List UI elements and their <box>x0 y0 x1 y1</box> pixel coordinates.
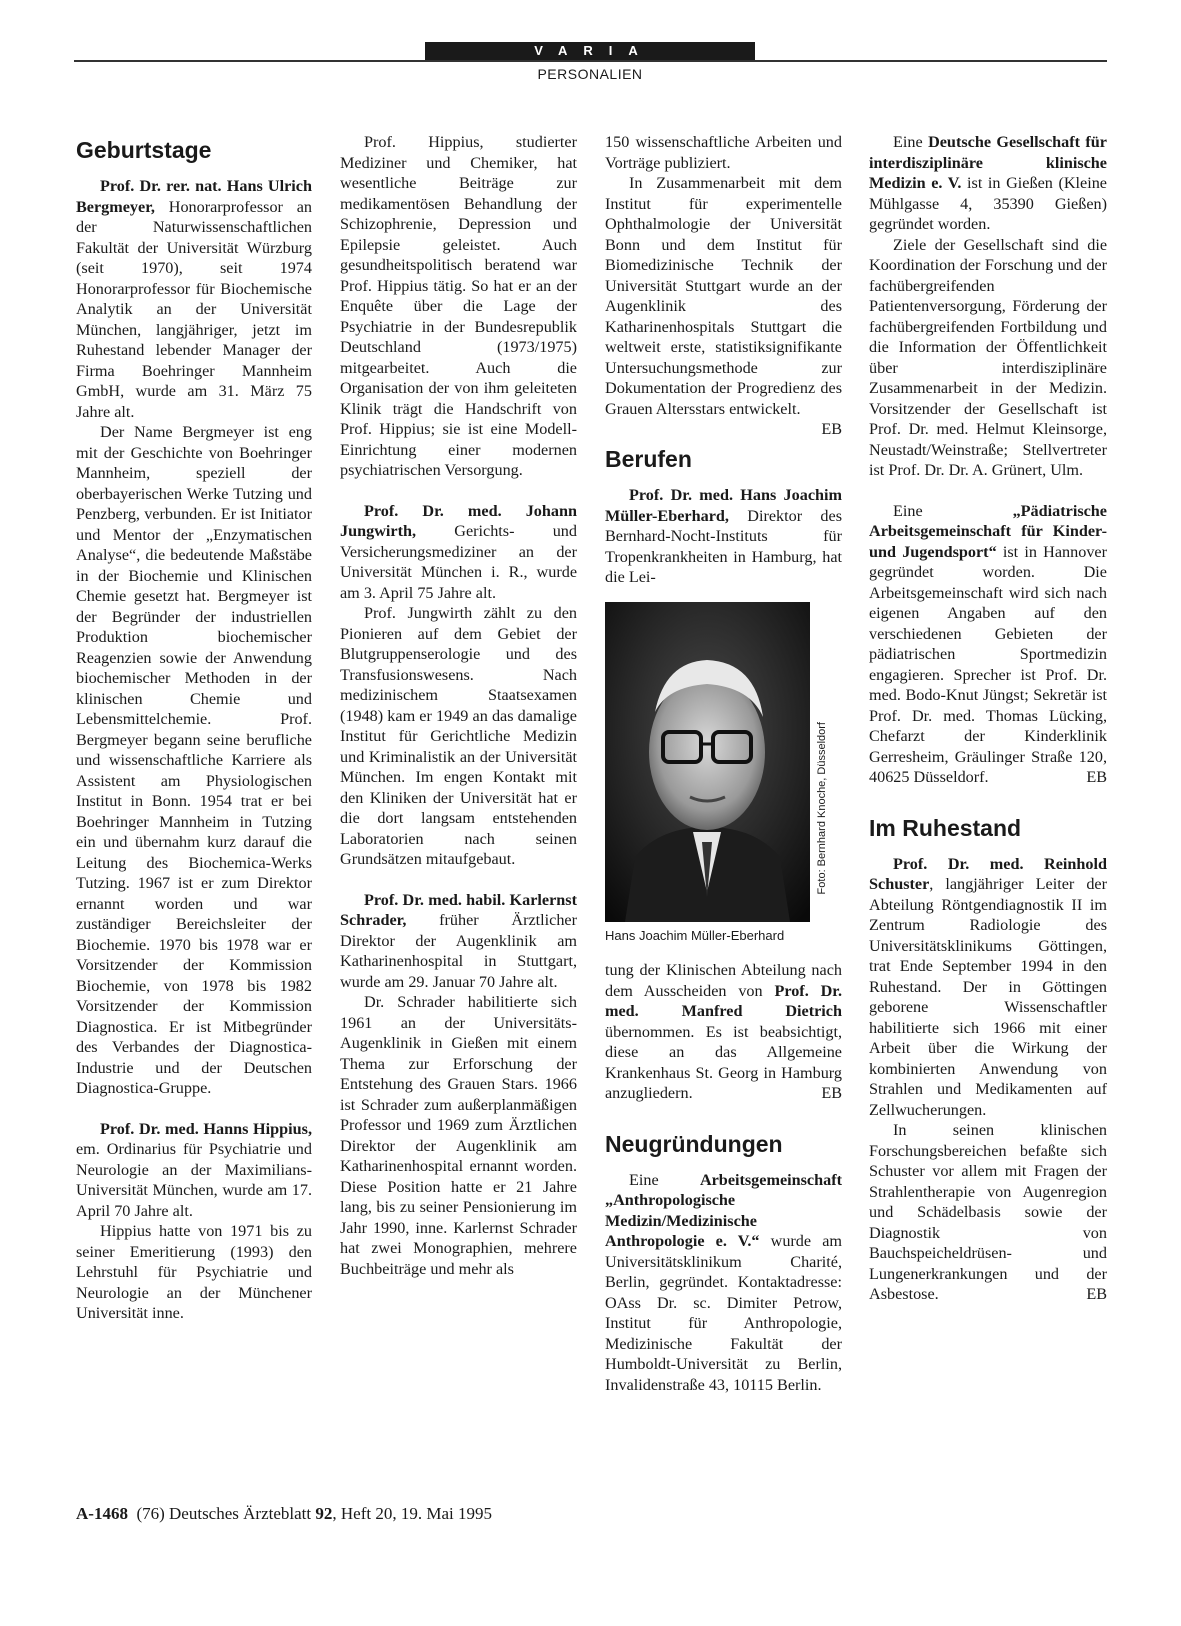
portrait-photo <box>605 602 828 922</box>
heading-ruhestand: Im Ruhestand <box>869 814 1022 841</box>
section-label: PERSONALIEN <box>537 66 643 82</box>
dgim-paragraph <box>869 132 1107 235</box>
schuster-intro <box>869 854 1107 1121</box>
schuster-paragraph <box>869 1120 1107 1305</box>
hippius-intro <box>76 1119 312 1222</box>
bergmeyer-text: Honorarprofessor an der Naturwissenschaftlichen Fakultät der Universität Würzburg (seit 1970), seit 1974 Honorarprofessor für Biochemische Analytik an der Universität München, langjähriger, jetzt im Ruhestand lebender Manager der Firma Boehringer Mannheim GmbH, wurde am 31. März 75 Jahre alt. <box>76 197 312 421</box>
anthro-text-b: wurde am Universitätsklinikum Charité, Berlin, gegründet. Kontaktadresse: OAss Dr. sc. Dimiter Petrow, Institut für Anthropologie, Medizinische Fakultät der Humboldt-Universität zu Berlin, Invalidenstraße 43, 10115 Berlin. <box>605 1232 843 1394</box>
hippius-text: em. Ordinarius für Psychiatrie und Neurologie an der Maximilians-Universität München, wurde am 17. April 70 Jahre alt. <box>76 1140 312 1220</box>
page-footer <box>76 1504 492 1524</box>
author-mark: EB <box>821 420 842 438</box>
schuster-text: , langjähriger Leiter der Abteilung Röntgendiagnostik II im Zentrum Radiologie des Universitätsklinikums Göttingen, trat Ende September 1994 in den Ruhestand. Der in Göttingen geborene Wissenschaftler habilitierte sich 1966 mit einer Arbeit über die Wirkung der kombinierten Anwendung von Strahlen und Medikamenten auf Zellwucherungen. <box>869 875 1107 1119</box>
bergmeyer-name: Prof. Dr. rer. nat. Hans Ulrich Bergmeyer, <box>76 177 312 216</box>
schrader-paragraph: Dr. Schrader habilitierte sich 1961 an der Universitäts-Augenklinik in Gießen mit einem Thema zur Erforschung der Entstehung des Grauen Stars. 1966 ist Schrader zum außerplanmäßigen Professor und 1969 zum Ärztlichen Direktor der Augenklinik am Katharinenhospital ernannt worden. Diese Position hatte er 21 Jahre lang, bis zu seiner Pensionierung im Jahr 1990, inne. Karlernst Schrader hat zwei Monographien, mehrere Buchbeiträge und mehr als <box>340 993 577 1278</box>
paed-text-a: Eine <box>893 501 1013 520</box>
jungwirth-name: Prof. Dr. med. Johann Jungwirth, <box>340 501 577 540</box>
schrader-text-3: In Zusammenarbeit mit dem Institut für experimentelle Ophthalmologie der Universität Bonn und dem Institut für Biomedizinische Technik der Universität Stuttgart wurde an der Augenklinik des Katharinenhospitals Stuttgart die weltweit erste, statistiksignifikante Untersuchungsmethode zur Dokumentation der Progredienz des Grauen Altersstars entwickelt. <box>605 174 842 418</box>
column-2 <box>340 132 577 1279</box>
dietrich-name: Prof. Dr. med. Manfred Dietrich <box>605 981 842 1020</box>
hippius-name: Prof. Dr. med. Hanns Hippius, <box>100 1119 312 1138</box>
column-3 <box>605 132 842 1395</box>
anthro-paragraph <box>605 1170 842 1396</box>
dgim-name: Deutsche Gesellschaft für interdisziplinäre klinische Medizin e. V. <box>869 133 1107 192</box>
author-mark: EB <box>821 1084 842 1102</box>
varia-banner: VARIA <box>425 42 755 60</box>
schrader-intro <box>340 890 577 993</box>
author-mark: EB <box>1086 1285 1107 1303</box>
bergmeyer-paragraph: Der Name Bergmeyer ist eng mit der Geschichte von Boehringer Mannheim, speziell der oberbayerischen Werke Tutzing und Penzberg, verbunden. Er ist Initiator und Mentor der „Enzymatischen Analyse“, die bedeutende Maßstäbe in der Biochemie und Klinischen Chemie gesetzt hat. Bergmeyer ist der Begründer der industriellen Produktion biochemischer Reagenzien sowie der Anwendung biochemischer Methoden in der klinischen Chemie und Lebensmittelchemie. Prof. Bergmeyer begann seine berufliche und wissenschaftliche Karriere als Assistent am Physiologischen Institut in Bonn. 1954 trat er bei Boehringer Mannheim in Tutzing ein und übernahm kurz darauf die Leitung des Biochemica-Werks Tutzing. 1967 ist er zum Direktor ernannt worden und war zuständiger Bereichsleiter der Biochemie. 1970 bis 1978 war er Vorsitzender der Kommission Biochemie, von 1978 bis 1982 Vorsitzender der Kommission Diagnostica. Er ist Mitbegründer des Verbandes der Diagnostica-Industrie und der Deutschen Diagnostica-Gruppe. <box>76 423 312 1097</box>
photo-credit: Foto: Bernhard Knoche, Düsseldorf <box>815 721 828 894</box>
column-4 <box>869 132 1107 1305</box>
jungwirth-paragraph: Prof. Jungwirth zählt zu den Pionieren auf dem Gebiet der Blutgruppenserologie und des Transfusionswesens. Nach medizinischem Staatsexamen (1948) kam er 1949 an das damalige Institut für Gerichtliche Medizin und Kriminalistik an der Universität München. Im engen Kontakt mit den Kliniken der Universität hat er die dort langsam entstehenden Laboratorien nach seinen Grundsätzen mitaufgebaut. <box>340 604 577 868</box>
paed-text-b: ist in Hannover gegründet worden. Die Arbeitsgemeinschaft wird sich nach eigenen Angaben auf den verschiedenen Gebieten der pädiatrischen Sportmedizin engagieren. Sprecher ist Prof. Dr. med. Bodo-Knut Jüngst; Sekretär ist Prof. Dr. med. Thomas Lücking, Chefarzt der Kinderklinik Gerresheim, Gräulinger Straße 120, 40625 Düsseldorf. <box>869 542 1107 786</box>
schrader-name: Prof. Dr. med. habil. Karlernst Schrader, <box>340 890 577 929</box>
mueller-intro <box>605 485 842 588</box>
schrader-paragraph-cont: 150 wissenschaftliche Arbeiten und Vorträge publiziert. <box>605 133 842 172</box>
heading-neugruendungen: Neugründungen <box>605 1130 783 1157</box>
mueller-paragraph <box>605 960 842 1104</box>
dgim-text-a: Eine <box>893 133 929 151</box>
paed-name: „Pädiatrische Arbeitsgemeinschaft für Kinder- und Jugendsport“ <box>869 501 1107 561</box>
schrader-paragraph-3 <box>605 173 842 438</box>
footer-text-b: , Heft 20, 19. Mai 1995 <box>332 1504 492 1523</box>
dgim-text-b: ist in Gießen (Kleine Mühlgasse 4, 35390 Gießen) gegründet worden. <box>869 174 1107 233</box>
jungwirth-intro <box>340 501 577 604</box>
portrait-image <box>605 602 810 922</box>
paed-paragraph <box>869 501 1107 788</box>
jungwirth-text: Gerichts- und Versicherungsmediziner an der Universität München i. R., wurde am 3. April 75 Jahre alt. <box>340 522 577 602</box>
schuster-name: Prof. Dr. med. Reinhold Schuster <box>869 854 1107 893</box>
footer-text-a: (76) Deutsches Ärzteblatt <box>127 1504 316 1523</box>
heading-geburtstage: Geburtstage <box>76 137 212 163</box>
schuster-text-2: In seinen klinischen Forschungsbereichen befaßte sich Schuster vor allem mit Fragen der Strahlentherapie von Augenregion und Schädelbasis sowie der Diagnostik von Bauchspeicheldrüsen- und Lungenerkrankungen und der Asbestose. <box>869 1121 1107 1303</box>
author-mark: EB <box>1086 768 1107 786</box>
page-number: A-1468 <box>76 1504 128 1523</box>
volume-number: 92 <box>315 1504 333 1523</box>
header-rule <box>74 60 1107 62</box>
hippius-paragraph-2: Prof. Hippius, studierter Mediziner und Chemiker, hat wesentliche Beiträge zur medikamentösen Behandlung der Schizophrenie, Depression und Epilepsie geleistet. Auch gesundheitspolitisch beratend war Prof. Hippius tätig. So hat er an der Enquête über die Lage der Psychiatrie in der Bundesrepublik Deutschland (1973/1975) mitgearbeitet. Auch die Organisation der von ihm geleiteten Klinik trägt die Handschrift von Prof. Hippius; sie ist eine Modell-Einrichtung einer modernen psychiatrischen Versorgung. <box>340 133 577 479</box>
dgim-paragraph-2: Ziele der Gesellschaft sind die Koordination der Forschung und der fachübergreifenden Patientenversorgung, Förderung der fachübergreifenden Fortbildung und die Information der Öffentlichkeit über interdisziplinäre Zusammenarbeit in der Medizin. Vorsitzender der Gesellschaft ist Prof. Dr. med. Helmut Kleinsorge, Neustadt/Weinstraße; Stellvertreter ist Prof. Dr. Dr. A. Grünert, Ulm. <box>869 235 1107 479</box>
bergmeyer-intro <box>76 176 312 422</box>
schrader-text: früher Ärztlicher Direktor der Augenklinik am Katharinenhospital in Stuttgart, wurde am 29. Januar 70 Jahre alt. <box>340 911 577 991</box>
mueller-text-2b: übernommen. Es ist beabsichtigt, diese an das Allgemeine Krankenhaus St. Georg in Hamburg anzugliedern. <box>605 1022 842 1102</box>
photo-caption: Hans Joachim Müller-Eberhard <box>605 927 785 943</box>
column-1 <box>76 132 312 1324</box>
anthro-text-a: Eine <box>629 1170 700 1189</box>
heading-berufen: Berufen <box>605 446 692 472</box>
mueller-text-2a: tung der Klinischen Abteilung nach dem Ausscheiden von <box>605 961 842 1000</box>
mueller-name: Prof. Dr. med. Hans Joachim Müller-Eberhard, <box>605 486 842 525</box>
mueller-text: Direktor des Bernhard-Nocht-Instituts für Tropenkrankheiten in Hamburg, hat die Lei- <box>605 506 842 586</box>
anthro-name: Arbeitsgemeinschaft „Anthropologische Medizin/Medizinische Anthropologie e. V.“ <box>605 1170 842 1250</box>
hippius-paragraph: Hippius hatte von 1971 bis zu seiner Emeritierung (1993) den Lehrstuhl für Psychiatrie und Neurologie an der Münchener Universität inne. <box>76 1222 312 1322</box>
